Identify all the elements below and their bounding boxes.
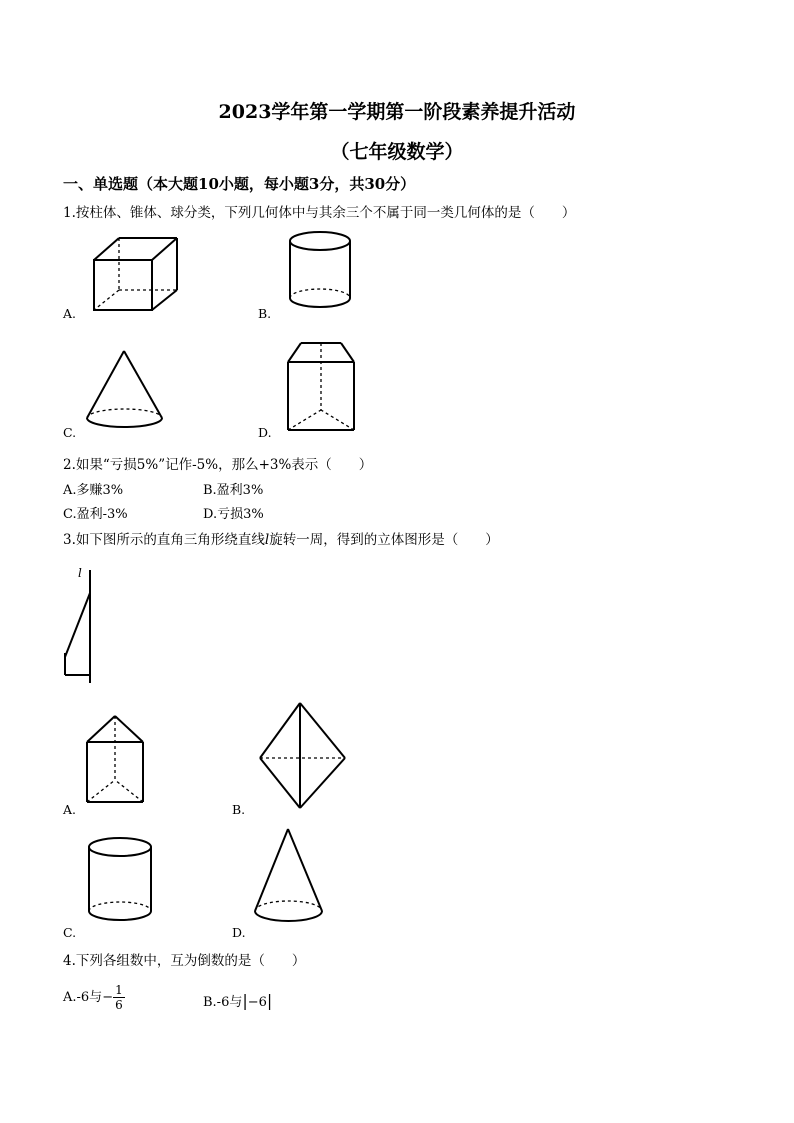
question-1-text: 1.按柱体、锥体、球分类，下列几何体中与其余三个不属于同一类几何体的是（ ） [63,205,576,221]
q3-option-b-label[interactable]: B. [232,802,246,817]
q1-option-c-label[interactable]: C. [63,425,77,440]
q2-option-d[interactable]: D.亏损3% [203,507,264,522]
cone-icon [82,348,167,433]
q2-option-c[interactable]: C.盈利-3% [63,507,128,522]
q4-b-value: −6 [247,995,267,1010]
triangular-prism-icon [83,712,148,807]
q1-option-d-label[interactable]: D. [258,425,272,440]
q4-b-abs-left: | [242,991,248,1010]
cube-icon [85,232,185,317]
q3-text-before: 3.如下图所示的直角三角形绕直线 [63,532,265,548]
axis-l-label: l [78,566,82,580]
double-pyramid-icon [255,700,350,812]
triangular-prism-icon [283,340,363,435]
question-4-text: 4.下列各组数中，互为倒数的是（ ） [63,953,306,969]
cylinder-icon [285,230,355,310]
q4-a-denominator: 6 [115,998,123,1012]
page-title: 2023学年第一学期第一阶段素养提升活动 [218,101,576,123]
q4-a-numerator: 1 [115,983,123,997]
q4-a-prefix: A.-6与 [63,990,103,1005]
q4-b-abs-right: | [266,991,273,1010]
question-2-text: 2.如果“亏损5%”记作-5%，那么+3%表示（ ） [63,457,373,473]
q3-variable: l [264,532,270,548]
q1-option-a-label[interactable]: A. [63,306,77,321]
q4-option-a[interactable] [63,983,125,1012]
q4-a-fraction [113,983,125,1012]
q2-option-b[interactable]: B.盈利3% [203,483,264,498]
section-heading: 一、单选题（本大题10小题，每小题3分，共30分） [63,175,416,193]
q4-option-b[interactable] [203,991,272,1010]
right-triangle-figure [60,565,105,690]
q3-text-after: 旋转一周，得到的立体图形是（ ） [269,532,499,548]
q3-option-c-label[interactable]: C. [63,925,77,940]
question-3-text [63,528,499,548]
q1-option-b-label[interactable]: B. [258,306,272,321]
q3-option-a-label[interactable]: A. [63,802,77,817]
cylinder-icon [85,835,155,925]
page-subtitle: （七年级数学） [330,141,464,163]
q4-a-sign: − [102,990,114,1005]
q4-b-prefix: B.-6与 [203,995,243,1010]
q2-option-a[interactable]: A.多赚3% [63,483,124,498]
cone-icon [250,826,330,926]
q3-option-d-label[interactable]: D. [232,925,246,940]
